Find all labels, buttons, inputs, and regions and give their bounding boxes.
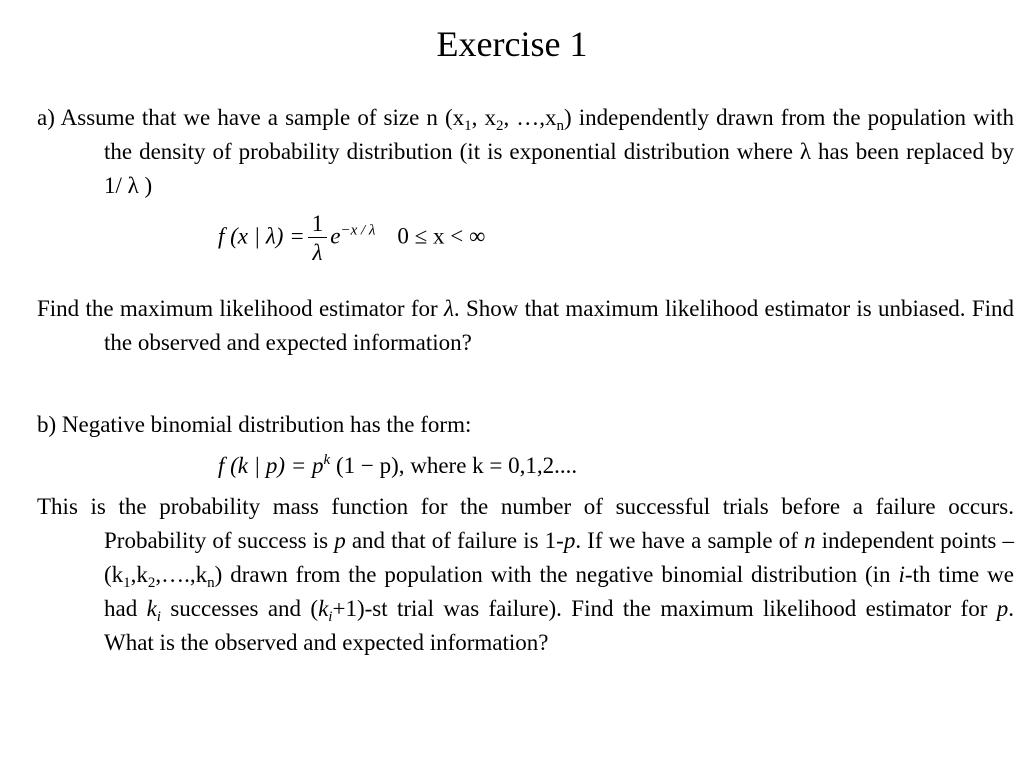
subscript: 1 — [464, 118, 472, 134]
formula-lhs: f (k | p) = p — [218, 453, 324, 478]
text-run: Find the maximum likelihood estimator for — [37, 296, 444, 321]
text-run: . If we have a sample of — [575, 528, 804, 553]
exponent: −x / λ — [340, 222, 376, 239]
formula-rhs: (1 − p), where k = 0,1,2.... — [330, 453, 578, 478]
exponential-density-formula — [218, 212, 485, 264]
text-run: +1)-st trial was failure). Find the maximum likelihood estimator for — [332, 596, 997, 621]
italic-var: p — [996, 596, 1009, 621]
text-run: ) drawn from the population with the negative binomial distribution (in — [214, 562, 899, 587]
text-run: ,k — [130, 562, 148, 587]
italic-var: k — [318, 596, 329, 621]
text-run: -th time we had — [104, 562, 1014, 621]
fraction-denominator: λ — [312, 240, 323, 265]
subscript: n — [556, 118, 565, 134]
italic-var: n — [804, 528, 816, 553]
italic-var: k — [146, 596, 157, 621]
slide-title: Exercise 1 — [436, 24, 588, 64]
part-b-intro: b) Negative binomial distribution has the form: — [37, 412, 472, 437]
subscript: i — [156, 609, 161, 625]
subscript: 1 — [123, 575, 131, 591]
text-run: ,….,k — [155, 562, 208, 587]
fraction — [308, 212, 328, 264]
italic-var: p — [334, 528, 346, 553]
part-a-intro — [37, 101, 1014, 203]
italic-var: i — [898, 562, 905, 587]
exponent: k — [323, 452, 331, 468]
negative-binomial-formula — [218, 449, 577, 483]
part-b-description — [37, 490, 1014, 660]
formula-lhs: f (x | λ) = — [218, 223, 305, 249]
text-run: a) Assume that we have a sample of size n (x — [37, 105, 465, 130]
text-run: This is the probability mass function for the number of successful trials before a failure occurs. Probability of success is — [37, 494, 1014, 553]
text-run: , …,x — [503, 105, 557, 130]
text-run: successes and ( — [160, 596, 319, 621]
text-run: and that of failure is 1- — [345, 528, 564, 553]
formula-range: 0 ≤ x < ∞ — [397, 223, 486, 249]
text-run: ) independently drawn from the population with the density of probability distribution (it is exponential distribution where λ has been replaced by 1/ λ ) — [104, 105, 1014, 198]
text-run: , x — [471, 105, 496, 130]
lambda-symbol: λ — [443, 296, 454, 321]
italic-var: p — [563, 528, 576, 553]
subscript: i — [328, 609, 333, 625]
part-a-task — [37, 292, 1014, 360]
subscript: n — [207, 575, 215, 591]
exponent-base: e — [330, 223, 341, 249]
text-run: independent points – (k — [104, 528, 1015, 587]
text-run: . What is the observed and expected information? — [104, 596, 1014, 655]
subscript: 2 — [495, 118, 504, 134]
fraction-numerator: 1 — [308, 212, 328, 238]
text-run: . Show that maximum likelihood estimator is unbiased. Find the observed and expected information? — [104, 296, 1015, 355]
subscript: 2 — [147, 575, 156, 591]
